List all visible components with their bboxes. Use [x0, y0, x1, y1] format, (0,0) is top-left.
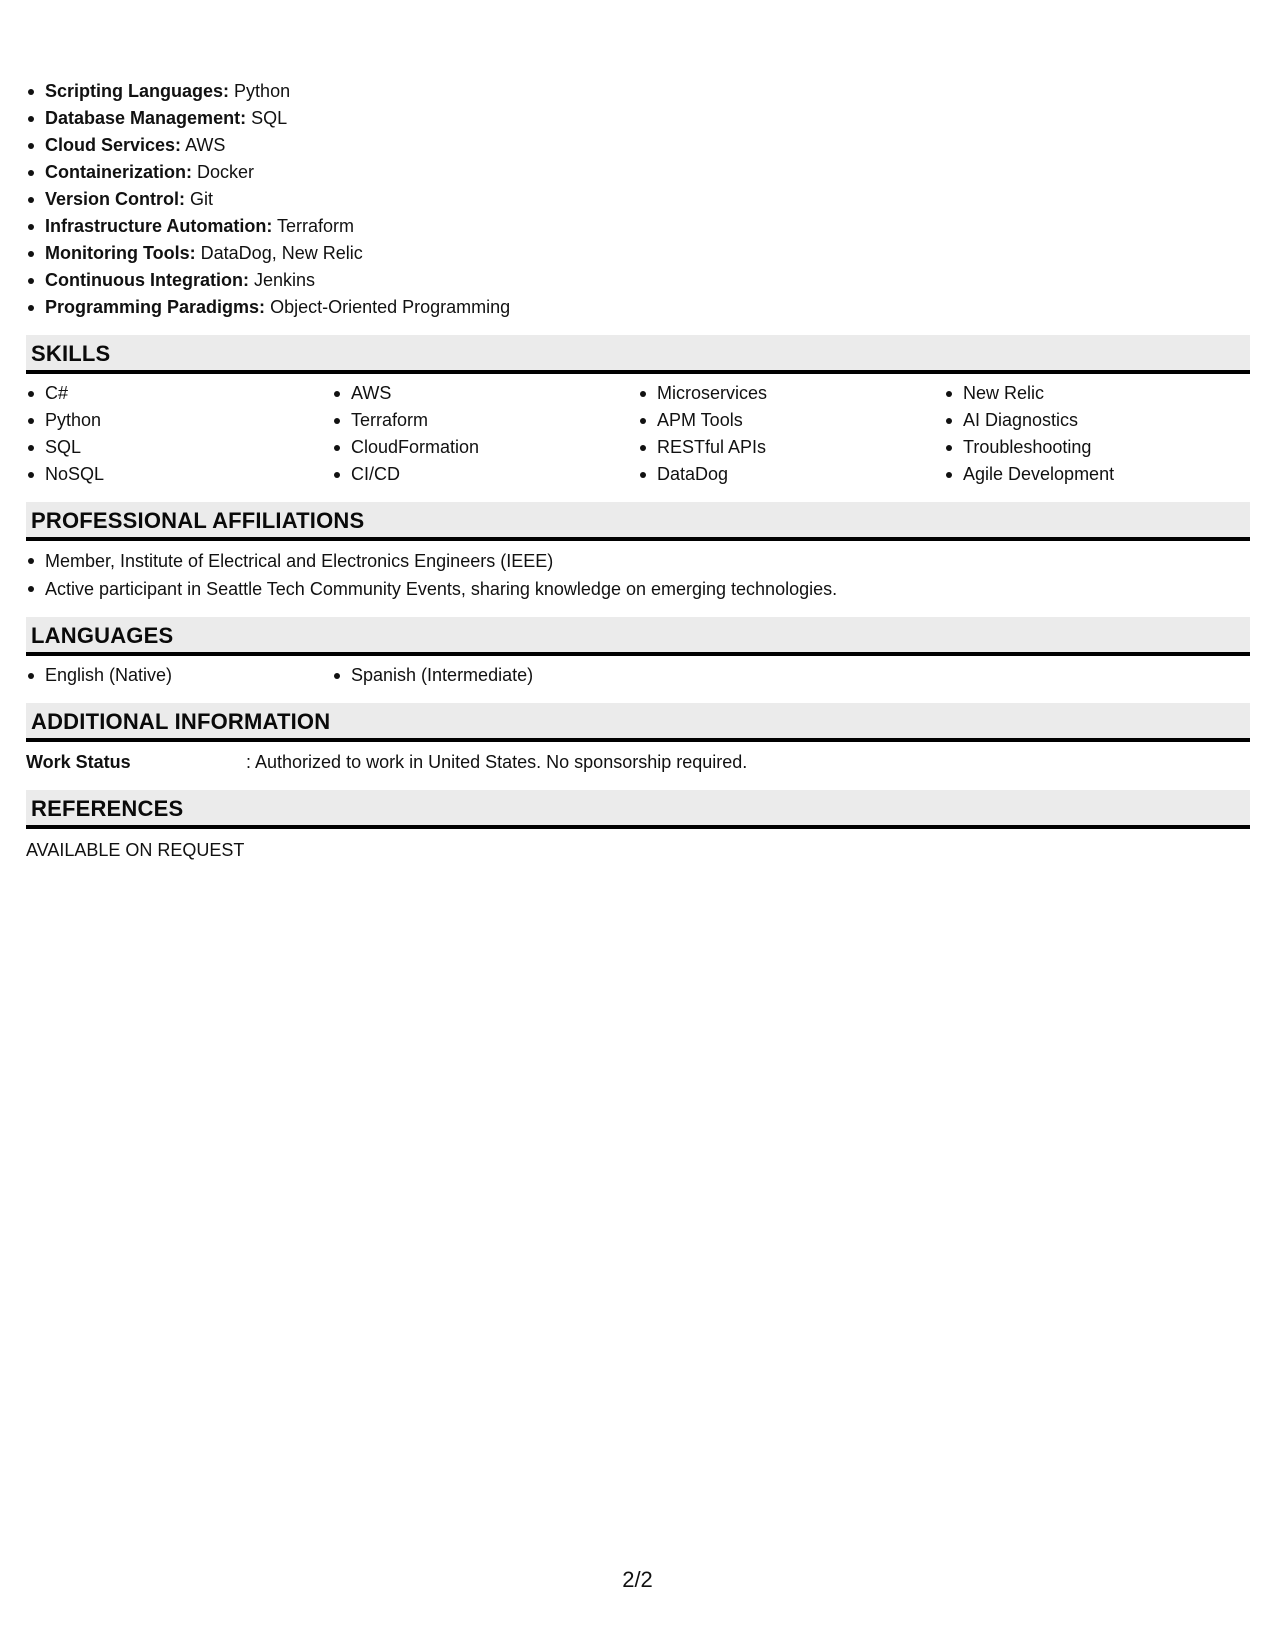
proficiency-value: DataDog, New Relic — [200, 243, 363, 263]
proficiency-value: SQL — [251, 108, 288, 128]
proficiency-value: Git — [190, 189, 214, 209]
resume-page — [26, 78, 1250, 864]
proficiency-label: Cloud Services: — [45, 135, 182, 155]
list-item — [26, 213, 1250, 240]
proficiency-value: Docker — [197, 162, 255, 182]
skill-item: CloudFormation — [332, 434, 638, 461]
references-section-header — [26, 790, 1250, 829]
affiliations-list — [26, 547, 1250, 603]
skill-item: Agile Development — [944, 461, 1250, 488]
languages-grid — [26, 656, 1250, 689]
proficiency-label: Database Management: — [45, 108, 247, 128]
skill-item: Terraform — [332, 407, 638, 434]
languages-column — [26, 662, 332, 689]
skill-item: Troubleshooting — [944, 434, 1250, 461]
skill-item: APM Tools — [638, 407, 944, 434]
proficiency-value: AWS — [185, 135, 226, 155]
section-title: PROFESSIONAL AFFILIATIONS — [31, 508, 365, 533]
affiliation-item: Member, Institute of Electrical and Electronics Engineers (IEEE) — [26, 547, 1250, 575]
skill-item: SQL — [26, 434, 332, 461]
skill-item: Microservices — [638, 380, 944, 407]
work-status-row — [26, 748, 1250, 776]
technical-proficiencies-list — [26, 78, 1250, 321]
list-item — [26, 294, 1250, 321]
section-title: ADDITIONAL INFORMATION — [31, 709, 331, 734]
proficiency-label: Scripting Languages: — [45, 81, 230, 101]
proficiency-label: Infrastructure Automation: — [45, 216, 273, 236]
skills-column — [332, 380, 638, 488]
skill-item: RESTful APIs — [638, 434, 944, 461]
page-number: 2/2 — [622, 1567, 653, 1592]
list-item — [26, 186, 1250, 213]
skill-item: DataDog — [638, 461, 944, 488]
skill-item: C# — [26, 380, 332, 407]
skill-item: AI Diagnostics — [944, 407, 1250, 434]
proficiency-label: Containerization: — [45, 162, 192, 182]
proficiency-value: Terraform — [277, 216, 355, 236]
language-item: English (Native) — [26, 662, 332, 689]
references-text: AVAILABLE ON REQUEST — [26, 840, 245, 860]
skills-grid — [26, 374, 1250, 488]
work-status-value: : Authorized to work in United States. No sponsorship required. — [246, 752, 748, 772]
proficiency-label: Monitoring Tools: — [45, 243, 196, 263]
affiliations-section-header — [26, 502, 1250, 541]
list-item — [26, 132, 1250, 159]
language-item: Spanish (Intermediate) — [332, 662, 638, 689]
skills-column — [638, 380, 944, 488]
list-item — [26, 240, 1250, 267]
proficiency-label: Version Control: — [45, 189, 186, 209]
languages-section-header — [26, 617, 1250, 656]
proficiency-label: Programming Paradigms: — [45, 297, 266, 317]
affiliation-item: Active participant in Seattle Tech Community Events, sharing knowledge on emerging technologies. — [26, 575, 1250, 603]
additional-info-body — [26, 742, 1250, 776]
section-title: REFERENCES — [31, 796, 184, 821]
skill-item: CI/CD — [332, 461, 638, 488]
proficiency-value: Python — [234, 81, 291, 101]
skills-section-header — [26, 335, 1250, 374]
skill-item: NoSQL — [26, 461, 332, 488]
section-title: SKILLS — [31, 341, 111, 366]
list-item — [26, 159, 1250, 186]
list-item — [26, 267, 1250, 294]
skill-item: New Relic — [944, 380, 1250, 407]
work-status-label: Work Status — [26, 752, 131, 772]
affiliations-body — [26, 541, 1250, 603]
proficiency-value: Object-Oriented Programming — [270, 297, 511, 317]
skills-column — [26, 380, 332, 488]
references-body — [26, 829, 1250, 864]
proficiency-label: Continuous Integration: — [45, 270, 249, 290]
skill-item: Python — [26, 407, 332, 434]
skill-item: AWS — [332, 380, 638, 407]
additional-info-section-header — [26, 703, 1250, 742]
section-title: LANGUAGES — [31, 623, 174, 648]
list-item — [26, 78, 1250, 105]
languages-column — [332, 662, 638, 689]
list-item — [26, 105, 1250, 132]
proficiency-value: Jenkins — [253, 270, 316, 290]
skills-column — [944, 380, 1250, 488]
